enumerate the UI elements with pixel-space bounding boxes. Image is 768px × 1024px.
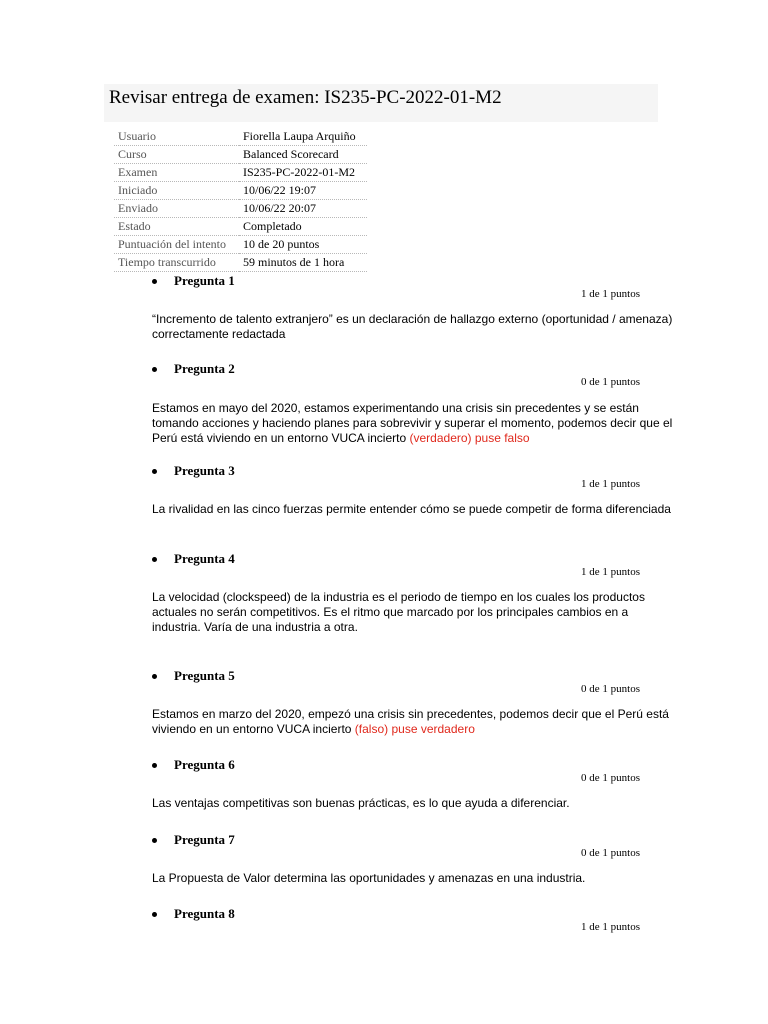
question-text: [152, 401, 677, 446]
question-score: 1 de 1 puntos: [581, 478, 640, 490]
summary-row: [114, 218, 367, 236]
summary-row: [114, 128, 367, 146]
answer-note: (verdadero) puse falso: [409, 431, 530, 445]
bullet-icon: [152, 674, 157, 679]
question-statement: Estamos en marzo del 2020, empezó una crisis sin precedentes, podemos decir que el Perú está viviendo en un entorno VUCA incierto: [152, 707, 669, 736]
question-statement: Estamos en mayo del 2020, estamos experimentando una crisis sin precedentes y se están tomando acciones y haciendo planes para sobrevivir y superar el momento, podemos decir que el Perú está viviendo en un entorno VUCA incierto: [152, 401, 673, 445]
question-statement: La velocidad (clockspeed) de la industria es el periodo de tiempo en los cuales los productos actuales no serán competitivos. Es el ritmo que marcado por los principales cambios en a industria. Varía de una industria a otra.: [152, 590, 645, 634]
bullet-icon: [152, 367, 157, 372]
question-score: 0 de 1 puntos: [581, 847, 640, 859]
question-title: Pregunta 3: [174, 463, 235, 478]
question-score: 0 de 1 puntos: [581, 376, 640, 388]
summary-value: 10 de 20 puntos: [239, 236, 367, 254]
bullet-icon: [152, 469, 157, 474]
question-score: 1 de 1 puntos: [581, 566, 640, 578]
question-title: Pregunta 8: [174, 906, 235, 921]
summary-label: Enviado: [114, 200, 239, 218]
summary-row: [114, 164, 367, 182]
bullet-icon: [152, 912, 157, 917]
summary-value: IS235-PC-2022-01-M2: [239, 164, 367, 182]
summary-label: Examen: [114, 164, 239, 182]
summary-row: [114, 236, 367, 254]
question-text: [152, 312, 677, 342]
summary-label: Estado: [114, 218, 239, 236]
bullet-icon: [152, 763, 157, 768]
summary-value: Balanced Scorecard: [239, 146, 367, 164]
page-header: [104, 84, 658, 122]
question-statement: “Incremento de talento extranjero” es un declaración de hallazgo externo (oportunidad / amenaza) correctamente redactada: [152, 312, 673, 341]
summary-label: Puntuación del intento: [114, 236, 239, 254]
question-title: Pregunta 5: [174, 668, 235, 683]
bullet-icon: [152, 838, 157, 843]
summary-label: Tiempo transcurrido: [114, 254, 239, 272]
question-title: Pregunta 1: [174, 273, 235, 288]
page-title: Revisar entrega de examen: IS235-PC-2022-01-M2: [109, 87, 502, 108]
summary-value: 59 minutos de 1 hora: [239, 254, 367, 272]
question-text: [152, 796, 677, 811]
question-score: 1 de 1 puntos: [581, 288, 640, 300]
summary-row: [114, 146, 367, 164]
question-score: 0 de 1 puntos: [581, 683, 640, 695]
question-score: 0 de 1 puntos: [581, 772, 640, 784]
question-title: Pregunta 4: [174, 551, 235, 566]
question-statement: Las ventajas competitivas son buenas prácticas, es lo que ayuda a diferenciar.: [152, 796, 570, 810]
summary-value: 10/06/22 20:07: [239, 200, 367, 218]
summary-label: Curso: [114, 146, 239, 164]
question-title: Pregunta 2: [174, 361, 235, 376]
answer-note: (falso) puse verdadero: [354, 722, 475, 736]
bullet-icon: [152, 279, 157, 284]
summary-value: Fiorella Laupa Arquiño: [239, 128, 367, 146]
question-statement: La Propuesta de Valor determina las oportunidades y amenazas en una industria.: [152, 871, 586, 885]
summary-row: [114, 182, 367, 200]
attempt-summary-table: [114, 128, 367, 272]
summary-label: Iniciado: [114, 182, 239, 200]
question-text: [152, 502, 677, 517]
summary-row: [114, 254, 367, 272]
summary-value: 10/06/22 19:07: [239, 182, 367, 200]
summary-value: Completado: [239, 218, 367, 236]
bullet-icon: [152, 557, 157, 562]
summary-row: [114, 200, 367, 218]
question-title: Pregunta 6: [174, 757, 235, 772]
question-title: Pregunta 7: [174, 832, 235, 847]
question-text: [152, 707, 677, 737]
question-text: [152, 871, 677, 886]
summary-label: Usuario: [114, 128, 239, 146]
question-statement: La rivalidad en las cinco fuerzas permite entender cómo se puede competir de forma diferenciada: [152, 502, 671, 516]
question-score: 1 de 1 puntos: [581, 921, 640, 933]
question-text: [152, 590, 652, 635]
